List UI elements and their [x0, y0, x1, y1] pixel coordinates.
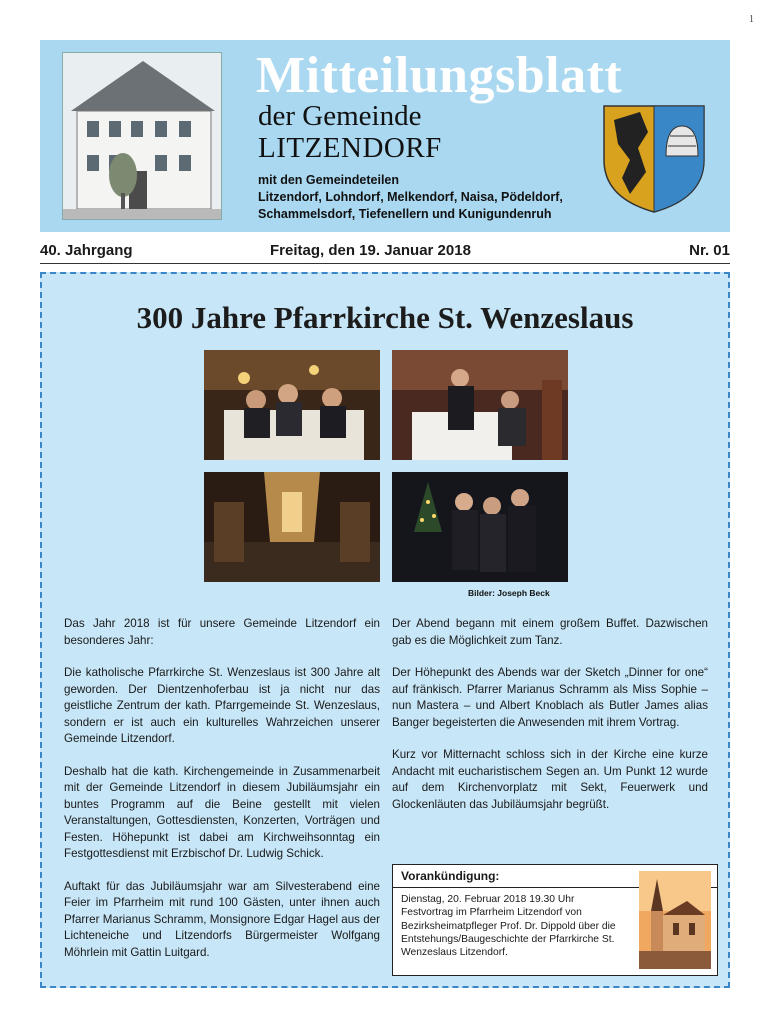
photo-credit: Bilder: Joseph Beck — [468, 588, 550, 598]
page-number: 1 — [749, 14, 754, 25]
announcement-box — [392, 864, 718, 976]
church-photo — [639, 871, 711, 969]
masthead — [40, 40, 730, 232]
article-headline: 300 Jahre Pfarrkirche St. Wenzeslaus — [136, 300, 634, 335]
article-left-column — [64, 616, 380, 977]
announcement-title: Vorankündigung: — [401, 869, 500, 883]
coat-of-arms-icon — [600, 102, 708, 214]
photo-church-interior — [204, 472, 380, 582]
announcement-body: Festvortrag im Pfarrheim Litzendorf von Bezirksheimatpfleger Prof. Dr. Dippold über die Entstehungs/Baugeschichte der Pfarrkirche St. Wenzeslaus Litzendorf. — [401, 907, 616, 959]
issue-number: Nr. 01 — [689, 242, 730, 259]
article-paragraph: Auftakt für das Jubiläumsjahr war am Silvesterabend eine Feier im Pfarrheim mit rund 100 Gästen, unter ihnen auch Pfarrer Marianus Schramm, Monsignore Edgar Hagel aus der Lichteneiche und Litzendorfs Bürgermeister Wolfgang Möhrlein mit Gattin Luitgard. — [64, 879, 380, 959]
districts-line: Schammelsdorf, Tiefenellern und Kunigundenruh — [258, 207, 552, 221]
masthead-town: LITZENDORF — [258, 132, 442, 164]
photo-sketch-performance — [392, 350, 568, 460]
issue-volume: 40. Jahrgang — [40, 242, 133, 259]
article-paragraph: Das Jahr 2018 ist für unsere Gemeinde Litzendorf ein besonderes Jahr: — [64, 617, 380, 647]
article-paragraph: Der Abend begann mit einem großem Buffet. Dazwischen gab es die Möglichkeit zum Tanz. — [392, 617, 708, 647]
districts-line: Litzendorf, Lohndorf, Melkendorf, Naisa, Pödeldorf, — [258, 190, 563, 204]
masthead-title: Mitteilungsblatt — [256, 47, 623, 104]
districts-list — [258, 172, 618, 223]
article-frame — [40, 272, 730, 988]
town-hall-photo — [62, 52, 222, 220]
article-paragraph: Der Höhepunkt des Abends war der Sketch „Dinner for one“ auf fränkisch. Pfarrer Marianus Schramm als Miss Sophie – nun Mastera – und Albert Knoblach als Butler James alias Banger begeisterten die Anwesenden mit ihrem Vortrag. — [392, 666, 708, 729]
article-right-column — [392, 616, 708, 829]
announcement-date: Dienstag, 20. Februar 2018 19.30 Uhr — [401, 894, 575, 905]
photo-new-year-toast — [392, 472, 568, 582]
issue-date: Freitag, den 19. Januar 2018 — [270, 242, 471, 259]
article-paragraph: Die katholische Pfarrkirche St. Wenzeslaus ist 300 Jahre alt geworden. Der Dientzenhoferbau ist ja nicht nur das geistliche Zentrum der kath. Pfarrgemeinde St. Wenzeslaus, sondern er ist auch ein kulturelles Wahrzeichen unserer Gemeinde Litzendorf. — [64, 666, 380, 745]
announcement-text — [401, 893, 635, 959]
article-paragraph: Kurz vor Mitternacht schloss sich in der Kirche eine kurze Andacht mit eucharistischem Segen an. Um Punkt 12 wurde auf dem Kirchenvorplatz mit Sekt, Feuerwerk und Glockenläuten das Jubiläumsjahr begrüßt. — [392, 748, 708, 811]
masthead-subtitle: der Gemeinde — [258, 100, 422, 132]
issue-bar — [40, 240, 730, 264]
districts-line: mit den Gemeindeteilen — [258, 173, 400, 187]
article-paragraph: Deshalb hat die kath. Kirchengemeinde in Zusammenarbeit mit der Gemeinde Litzendorf in diesem Jubiläumsjahr ein buntes Programm auf die Beine gestellt mit vielen Veranstaltungen, Gottesdiensten, Konzerten, Vorträgen und Festen. Höhepunkt ist dabei am Kirchweihsonntag ein Festgottesdienst mit Erzbischof Dr. Ludwig Schick. — [64, 764, 380, 860]
photo-dinner-table — [204, 350, 380, 460]
